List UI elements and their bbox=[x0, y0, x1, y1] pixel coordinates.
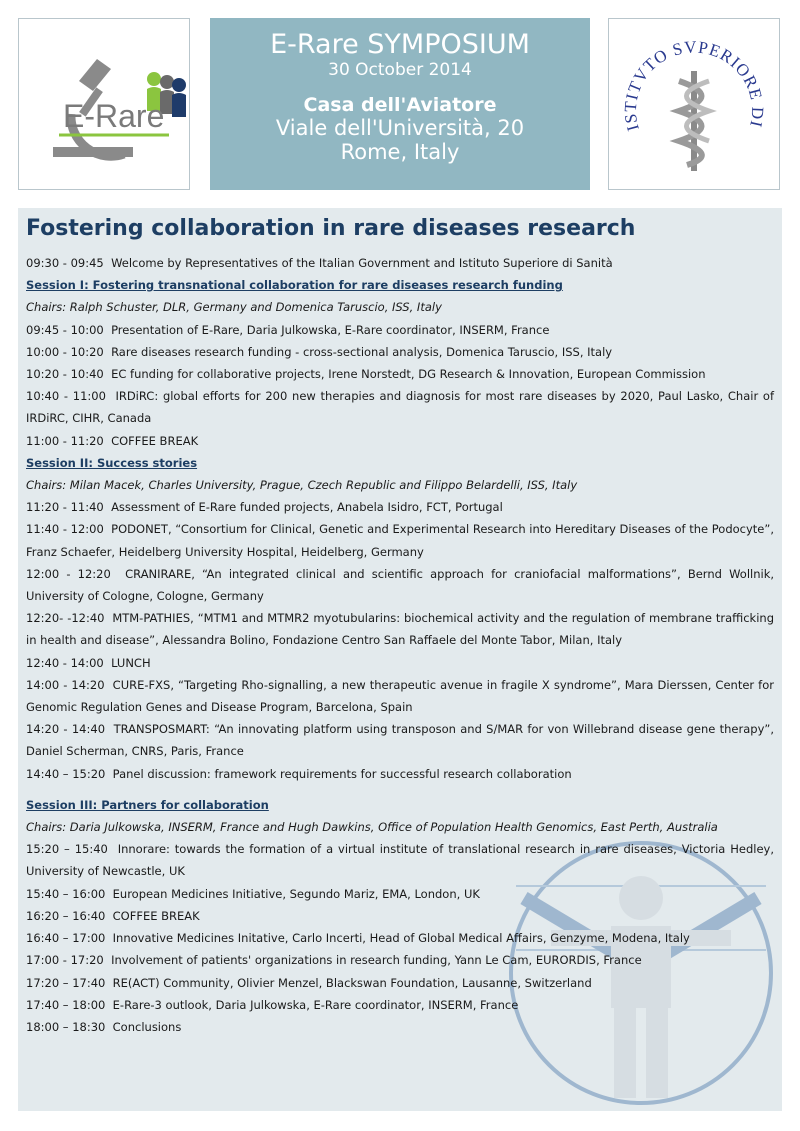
agenda-item bbox=[26, 994, 774, 1016]
agenda-text: CRANIRARE, “An integrated clinical and scientific approach for craniofacial malformations”, Bernd Wollnik, University of Cologne, Cologne, Germany bbox=[26, 566, 775, 604]
agenda-item bbox=[26, 763, 774, 785]
break-label: COFFEE BREAK bbox=[112, 908, 200, 923]
agenda-text: PODONET, “Consortium for Clinical, Genetic and Experimental Research into Hereditary Diseases of the Podocyte”, Franz Schaefer, Heidelberg University Hospital, Heidelberg, Germany bbox=[26, 522, 774, 559]
program-title: Fostering collaboration in rare diseases research bbox=[26, 216, 636, 241]
agenda-time: 15:40 – 16:00 bbox=[26, 886, 106, 901]
break-label: COFFEE BREAK bbox=[111, 433, 199, 448]
logo-text: E-Rare bbox=[63, 98, 165, 134]
agenda-time: 12:20- -12:40 bbox=[26, 611, 105, 626]
agenda-text: MTM-PATHIES, “MTM1 and MTMR2 myotubularins: biochemical activity and the regulation of membrane trafficking in health and disease”, Alessandra Bolino, Fondazione Centro San Raffaele del Monte Tabor, Milan, Italy bbox=[26, 611, 774, 648]
agenda-text: CURE-FXS, “Targeting Rho-signalling, a new therapeutic avenue in fragile X syndrome”, Mara Dierssen, Center for Genomic Regulation Genes and Disease Program, Barcelona, Spain bbox=[26, 677, 774, 715]
agenda-time: 10:40 - 11:00 bbox=[26, 389, 106, 404]
agenda-item bbox=[26, 838, 774, 882]
event-venue: Casa dell'Aviatore bbox=[303, 94, 497, 116]
agenda-text: Conclusions bbox=[112, 1019, 182, 1034]
break-row bbox=[26, 652, 774, 674]
agenda-text: European Medicines Initiative, Segundo Mariz, EMA, London, UK bbox=[112, 886, 480, 901]
agenda-time: 17:40 – 18:00 bbox=[26, 997, 106, 1012]
agenda-item bbox=[26, 563, 774, 607]
agenda-time: 15:20 – 15:40 bbox=[26, 842, 108, 857]
agenda-text: Involvement of patients' organizations in research funding, Yann Le Cam, EURORDIS, France bbox=[111, 953, 642, 968]
agenda-item bbox=[26, 319, 774, 341]
agenda-item bbox=[26, 518, 774, 562]
agenda-text: Welcome by Representatives of the Italian Government and Istituto Superiore di Sanità bbox=[111, 256, 613, 270]
agenda-item bbox=[26, 341, 774, 363]
event-header-banner bbox=[210, 18, 590, 190]
agenda-text: EC funding for collaborative projects, Irene Norstedt, DG Research & Innovation, European Commission bbox=[111, 367, 706, 382]
agenda-text: Presentation of E-Rare, Daria Julkowska, E-Rare coordinator, INSERM, France bbox=[111, 322, 550, 337]
agenda-time: 17:20 – 17:40 bbox=[26, 975, 106, 990]
agenda-text: E-Rare-3 outlook, Daria Julkowska, E-Rare coordinator, INSERM, France bbox=[112, 997, 519, 1012]
agenda-item bbox=[26, 972, 774, 994]
event-city: Rome, Italy bbox=[340, 140, 460, 164]
agenda-time: 14:00 - 14:20 bbox=[26, 677, 105, 692]
program-panel bbox=[18, 208, 782, 1111]
agenda-item bbox=[26, 674, 774, 718]
iss-seal-logo bbox=[608, 18, 780, 190]
agenda-time: 11:00 - 11:20 bbox=[26, 433, 104, 448]
agenda-time: 12:40 - 14:00 bbox=[26, 655, 104, 670]
agenda-item bbox=[26, 607, 774, 651]
agenda-text: TRANSPOSMART: “An innovating platform using transposon and S/MAR for von Willebrand disease gene therapy”, Daniel Scherman, CNRS, Paris, France bbox=[26, 722, 775, 759]
agenda-item bbox=[26, 949, 774, 971]
agenda-time: 14:20 - 14:40 bbox=[26, 722, 106, 737]
event-date: 30 October 2014 bbox=[328, 60, 472, 80]
agenda-time: 16:20 – 16:40 bbox=[26, 908, 106, 923]
program-list bbox=[26, 252, 774, 1038]
agenda-item bbox=[26, 927, 774, 949]
program-content bbox=[26, 214, 774, 1038]
agenda-time: 10:00 - 10:20 bbox=[26, 344, 104, 359]
microscope-icon bbox=[19, 19, 189, 189]
agenda-item bbox=[26, 718, 774, 762]
session-heading: Session III: Partners for collaboration bbox=[26, 797, 269, 812]
iss-ring-text: ISTITVTO SVPERIORE DI bbox=[620, 37, 768, 134]
agenda-item bbox=[26, 385, 774, 429]
break-label: LUNCH bbox=[111, 655, 151, 670]
event-address: Viale dell'Università, 20 bbox=[275, 116, 525, 140]
session-heading: Session II: Success stories bbox=[26, 455, 198, 470]
break-row bbox=[26, 905, 774, 927]
agenda-time: 17:00 - 17:20 bbox=[26, 953, 104, 968]
agenda-time: 11:40 - 12:00 bbox=[26, 522, 104, 537]
agenda-time: 16:40 – 17:00 bbox=[26, 931, 106, 946]
session-chairs: Chairs: Ralph Schuster, DLR, Germany and Domenica Taruscio, ISS, Italy bbox=[26, 300, 442, 315]
event-title: E-Rare SYMPOSIUM bbox=[270, 29, 530, 60]
svg-text:ISTITVTO SVPERIORE DI SANITÀ bbox=[609, 19, 767, 136]
agenda-time: 18:00 – 18:30 bbox=[26, 1019, 106, 1034]
agenda-item bbox=[26, 363, 774, 385]
agenda-text: Assessment of E-Rare funded projects, Anabela Isidro, FCT, Portugal bbox=[111, 500, 503, 515]
agenda-time: 10:20 - 10:40 bbox=[26, 367, 104, 382]
agenda-item bbox=[26, 883, 774, 905]
agenda-time: 09:45 - 10:00 bbox=[26, 322, 104, 337]
session-chairs: Chairs: Daria Julkowska, INSERM, France and Hugh Dawkins, Office of Population Health Genomics, East Perth, Australia bbox=[26, 820, 718, 835]
break-row bbox=[26, 430, 774, 452]
agenda-text: Panel discussion: framework requirements for successful research collaboration bbox=[112, 766, 572, 781]
agenda-text: Innovative Medicines Initative, Carlo Incerti, Head of Global Medical Affairs, Genzyme, Modena, Italy bbox=[112, 931, 690, 946]
agenda-text: Innorare: towards the formation of a virtual institute of translational research in rare diseases, Victoria Hedley, University of Newcastle, UK bbox=[26, 842, 775, 879]
agenda-item bbox=[26, 1016, 774, 1038]
agenda-text: Rare diseases research funding - cross-sectional analysis, Domenica Taruscio, ISS, Italy bbox=[111, 344, 613, 359]
e-rare-logo bbox=[18, 18, 190, 190]
agenda-time: 09:30 - 09:45 bbox=[26, 256, 104, 270]
agenda-item bbox=[26, 252, 774, 274]
session-heading: Session I: Fostering transnational collaboration for rare diseases research funding bbox=[26, 278, 563, 293]
agenda-time: 12:00 - 12:20 bbox=[26, 566, 111, 581]
agenda-text: IRDiRC: global efforts for 200 new therapies and diagnosis for most rare diseases by 2020, Paul Lasko, Chair of IRDiRC, CIHR, Canada bbox=[26, 389, 775, 426]
agenda-time: 11:20 - 11:40 bbox=[26, 500, 104, 515]
session-chairs: Chairs: Milan Macek, Charles University, Prague, Czech Republic and Filippo Belardelli, ISS, Italy bbox=[26, 478, 578, 493]
agenda-time: 14:40 – 15:20 bbox=[26, 766, 106, 781]
iss-seal-icon bbox=[609, 19, 779, 189]
agenda-item bbox=[26, 496, 774, 518]
agenda-text: RE(ACT) Community, Olivier Menzel, Blackswan Foundation, Lausanne, Switzerland bbox=[112, 975, 592, 990]
